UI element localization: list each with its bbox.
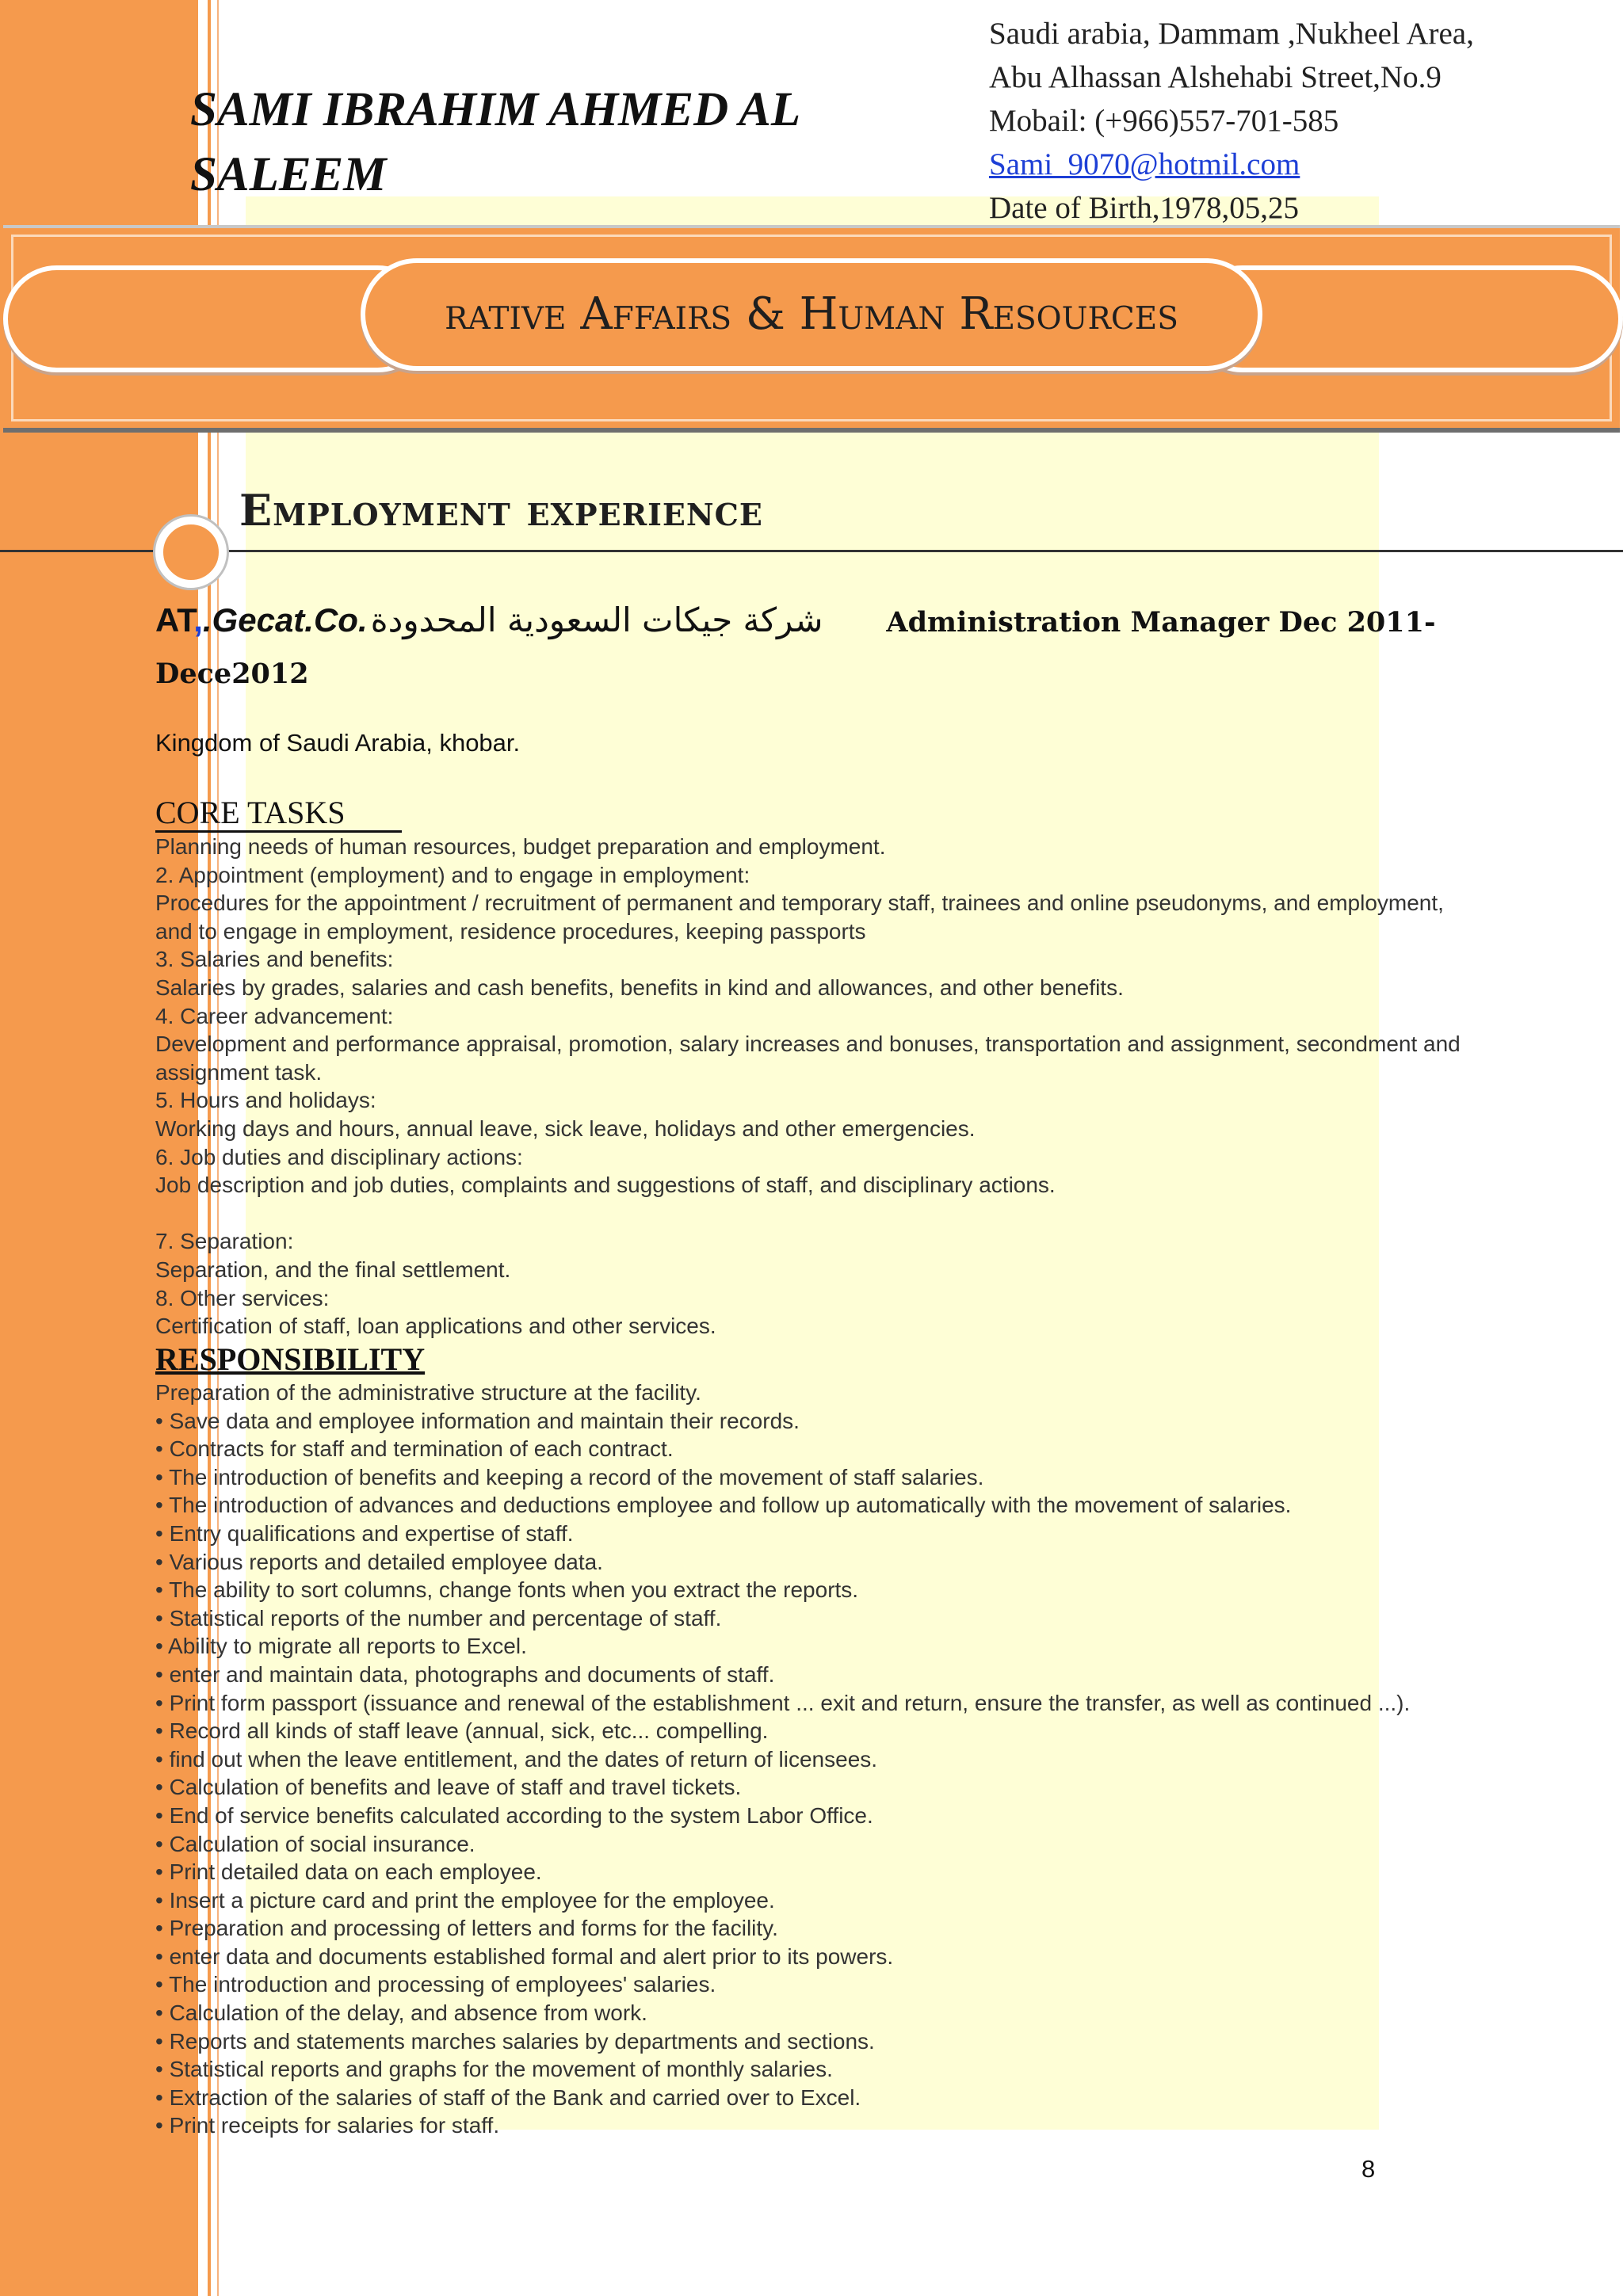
core-task-line: Certification of staff, loan applications and other services.: [155, 1314, 716, 1339]
responsibility-line: • Save data and employee information and maintain their records.: [155, 1408, 800, 1433]
responsibility-line: • End of service benefits calculated according to the system Labor Office.: [155, 1802, 873, 1828]
responsibility-line: • Record all kinds of staff leave (annual, sick, etc... compelling.: [155, 1718, 769, 1744]
core-task-line: 2. Appointment (employment) and to engage in employment:: [155, 862, 750, 887]
core-task-line: 3. Salaries and benefits:: [155, 947, 394, 972]
banner-title-area: [361, 258, 1262, 371]
contact-block: [989, 12, 1474, 230]
core-task-line: 5. Hours and holidays:: [155, 1088, 376, 1113]
responsibility-line: • Statistical reports and graphs for the movement of monthly salaries.: [155, 2057, 833, 2082]
responsibility-line: • Entry qualifications and expertise of staff.: [155, 1520, 574, 1546]
responsibility-line: • Print receipts for salaries for staff.: [155, 2113, 500, 2138]
responsibility-list: [155, 1379, 1606, 2140]
employer-comma-mark: ,: [193, 601, 203, 639]
core-task-line: Working days and hours, annual leave, sick leave, holidays and other emergencies.: [155, 1116, 976, 1141]
core-task-line: Job description and job duties, complaints and suggestions of staff, and disciplinary actions.: [155, 1173, 1056, 1198]
core-task-line: and to engage in employment, residence procedures, keeping passports: [155, 918, 866, 944]
section-heading: Employment experience: [239, 485, 763, 536]
birth-date-line: Date of Birth,1978,05,25: [989, 191, 1300, 225]
email-link[interactable]: Sami_9070@hotmil.com: [989, 147, 1300, 181]
responsibility-heading: RESPONSIBILITY: [155, 1341, 426, 1377]
responsibility-line: • Ability to migrate all reports to Excel.: [155, 1634, 527, 1659]
core-task-line: Separation, and the final settlement.: [155, 1257, 511, 1282]
core-task-line: Planning needs of human resources, budget preparation and employment.: [155, 834, 886, 859]
responsibility-line: • find out when the leave entitlement, and the dates of return of licensees.: [155, 1746, 878, 1772]
core-task-line: 7. Separation:: [155, 1229, 294, 1254]
responsibility-line: • Print detailed data on each employee.: [155, 1859, 542, 1885]
responsibility-line: • Reports and statements marches salaries by departments and sections.: [155, 2028, 875, 2054]
responsibility-line: • Extraction of the salaries of staff of the Bank and carried over to Excel.: [155, 2084, 861, 2110]
responsibility-line: • Calculation of social insurance.: [155, 1831, 475, 1856]
core-tasks-heading: CORE TASKS: [155, 795, 402, 833]
employer-company: .Gecat.Co.: [202, 601, 368, 639]
phone-line: Mobail: (+966)557-701-585: [989, 104, 1339, 138]
responsibility-line: • Calculation of benefits and leave of staff and travel tickets.: [155, 1775, 742, 1800]
core-task-line: Procedures for the appointment / recruitment of permanent and temporary staff, trainees and online pseudonyms, and employment,: [155, 891, 1444, 916]
employer-location: Kingdom of Saudi Arabia, khobar.: [155, 729, 521, 757]
employer-dates-continued: Dece2012: [155, 658, 309, 690]
core-task-line: 6. Job duties and disciplinary actions:: [155, 1144, 523, 1169]
responsibility-line: • Print form passport (issuance and renewal of the establishment ... exit and return, ensure the transfer, as well as continued ...).: [155, 1690, 1411, 1715]
applicant-name: SAMI IBRAHIM AHMED AL SALEEM: [190, 83, 799, 201]
responsibility-line: • enter data and documents established formal and alert prior to its powers.: [155, 1943, 894, 1969]
responsibility-line: • The introduction of benefits and keeping a record of the movement of staff salaries.: [155, 1464, 984, 1489]
employer-line: [155, 601, 1582, 639]
responsibility-line: Preparation of the administrative structure at the facility.: [155, 1380, 701, 1405]
street-line: Abu Alhassan Alshehabi Street,No.9: [989, 60, 1442, 94]
section-circle-icon: [155, 517, 227, 588]
responsibility-line: • enter and maintain data, photographs and documents of staff.: [155, 1661, 775, 1687]
core-task-line: Salaries by grades, salaries and cash benefits, benefits in kind and allowances, and other benefits.: [155, 974, 1124, 1000]
responsibility-line: • Contracts for staff and termination of each contract.: [155, 1436, 674, 1462]
core-task-line: Development and performance appraisal, promotion, salary increases and bonuses, transportation and assignment, secondment and: [155, 1032, 1461, 1057]
employer-position-dates: Administration Manager Dec 2011-: [886, 606, 1436, 639]
responsibility-line: • Calculation of the delay, and absence from work.: [155, 2000, 647, 2026]
responsibility-line: • Preparation and processing of letters and forms for the facility.: [155, 1916, 778, 1941]
page-number: 8: [1361, 2155, 1376, 2183]
section-rule: [0, 550, 1623, 552]
address-line: Saudi arabia, Dammam ,Nukheel Area,: [989, 17, 1474, 51]
responsibility-line: • The ability to sort columns, change fonts when you extract the reports.: [155, 1577, 859, 1603]
core-task-line: 8. Other services:: [155, 1285, 330, 1310]
responsibility-line: • Various reports and detailed employee data.: [155, 1549, 603, 1574]
employer-at-label: AT: [155, 601, 194, 639]
responsibility-line: • The introduction of advances and deductions employee and follow up automatically with the movement of salaries.: [155, 1493, 1292, 1518]
responsibility-line: • Insert a picture card and print the employee for the employee.: [155, 1887, 775, 1913]
core-task-line: assignment task.: [155, 1059, 323, 1085]
responsibility-line: • Statistical reports of the number and percentage of staff.: [155, 1605, 722, 1630]
core-task-line: 4. Career advancement:: [155, 1003, 394, 1028]
banner-title: rative Affairs & Human Resources: [445, 288, 1178, 340]
core-tasks-list: [155, 833, 1606, 1341]
employer-company-arabic: شركة جيكات السعودية المحدودة: [370, 601, 823, 639]
responsibility-line: • The introduction and processing of employees' salaries.: [155, 1972, 716, 1997]
